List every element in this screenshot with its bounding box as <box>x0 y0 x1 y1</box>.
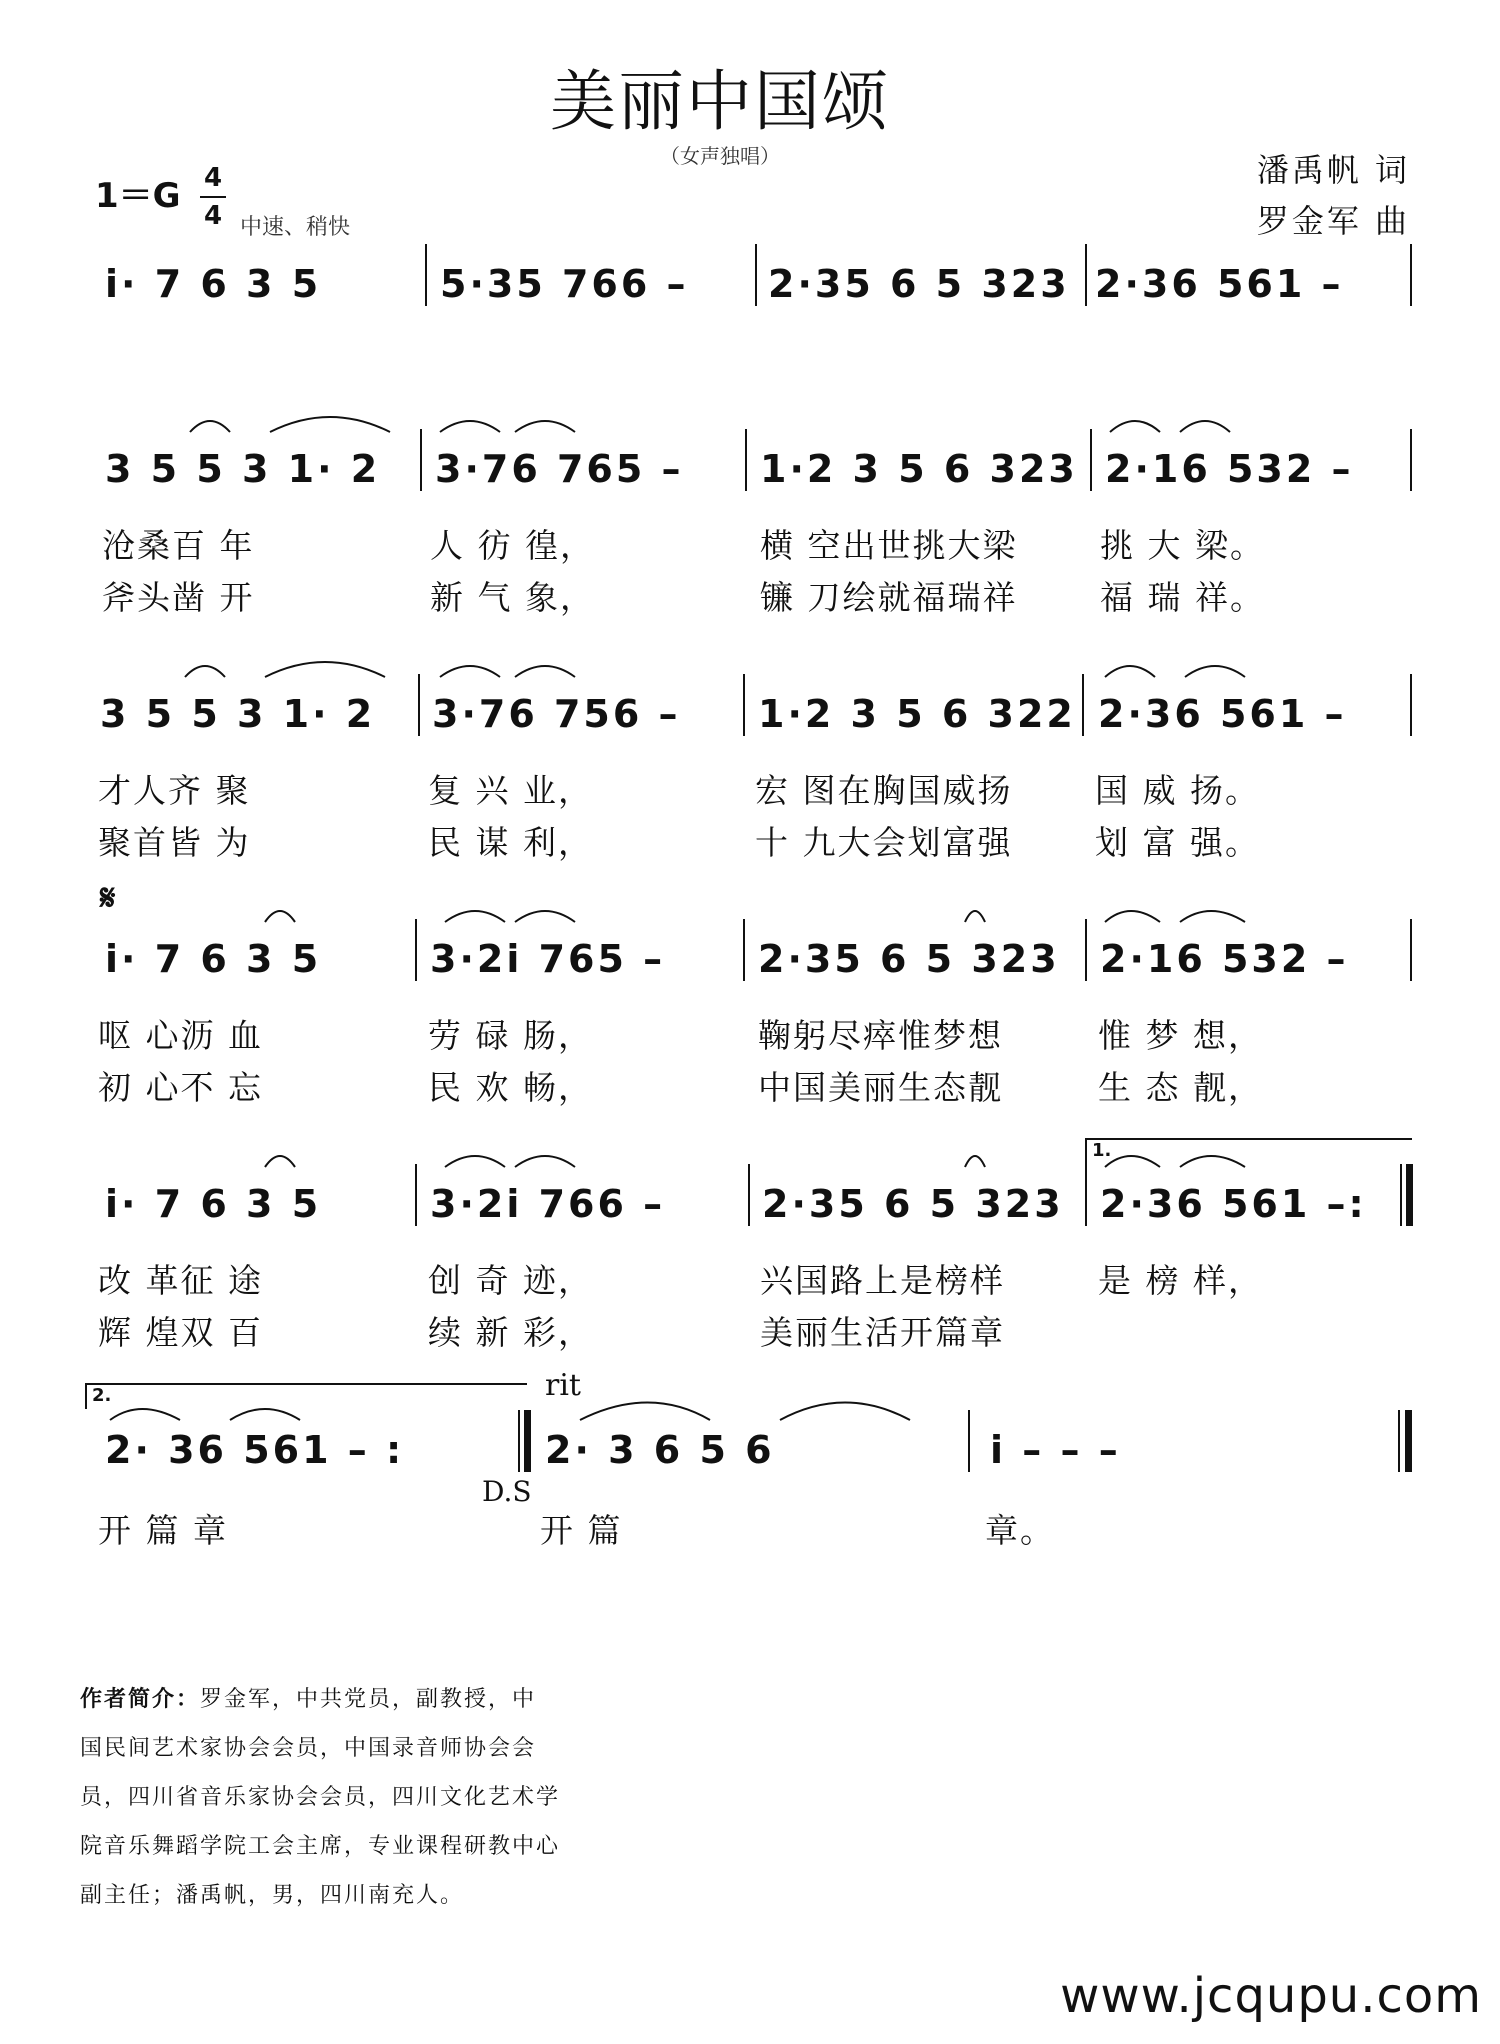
lyric-verse2: 福 瑞 祥。 <box>1100 578 1265 617</box>
barline <box>425 244 427 306</box>
repeat-barline-thick <box>1406 1164 1413 1226</box>
lyric-verse1: 国 威 扬。 <box>1095 771 1260 810</box>
composer-credit: 罗金军 曲 <box>1256 202 1410 240</box>
measure: 3·76 756 – <box>432 692 681 736</box>
slur-group <box>265 1145 1165 1175</box>
slur-group <box>100 1390 1000 1430</box>
lyric-verse1: 开 篇 <box>540 1511 623 1550</box>
lyricist-credit: 潘禹帆 词 <box>1256 151 1410 189</box>
repeat-barline-thick <box>524 1410 531 1472</box>
lyric-verse2: 十 九大会划富强 <box>755 823 1013 862</box>
lyric-verse1: 章。 <box>985 1511 1055 1550</box>
repeat-barline-thin <box>1400 1164 1402 1226</box>
ritardando-marking: rit <box>545 1368 581 1403</box>
barline <box>748 1164 750 1226</box>
tempo-marking: 中速、稍快 <box>240 215 351 240</box>
lyric-verse2: 民 谋 利， <box>428 823 593 862</box>
lyric-verse2: 聚首皆 为 <box>98 823 251 862</box>
song-title: 美丽中国颂 <box>550 63 890 140</box>
lyric-verse1: 兴国路上是榜样 <box>760 1261 1005 1300</box>
segno-sign: 𝄋 <box>100 878 116 919</box>
barline <box>420 429 422 491</box>
barline <box>743 674 745 736</box>
lyric-verse2: 续 新 彩， <box>428 1313 593 1352</box>
final-barline-thick <box>1405 1410 1412 1472</box>
barline <box>418 674 420 736</box>
measure: 2·16 532 – <box>1105 447 1354 491</box>
measure: 2· 3 6 5 6 <box>545 1428 775 1472</box>
repeat-barline-thin <box>518 1410 520 1472</box>
measure: 2·36 561 –: <box>1100 1182 1367 1226</box>
volta-1-label: 1. <box>1092 1140 1112 1161</box>
measure: 5·35 766 – <box>440 262 689 306</box>
barline <box>415 1164 417 1226</box>
barline <box>1082 674 1084 736</box>
song-subtitle: （女声独唱） <box>660 144 780 168</box>
slur-group <box>265 900 1165 930</box>
site-watermark: www.jcqupu.com <box>1060 1968 1482 2024</box>
author-bio <box>80 1675 560 1920</box>
measure: 1·2 3 5 6 322 <box>758 692 1076 736</box>
time-sig-bottom: 4 <box>204 201 223 231</box>
barline <box>1410 674 1412 736</box>
lyric-verse1: 呕 心沥 血 <box>98 1016 263 1055</box>
slur-group <box>1105 1145 1305 1175</box>
barline <box>1410 429 1412 491</box>
lyric-verse1: 横 空出世挑大梁 <box>760 526 1018 565</box>
time-signature <box>200 160 226 234</box>
measure: 2·16 532 – <box>1100 937 1349 981</box>
measure: 2·35 6 5 323 <box>768 262 1070 306</box>
barline <box>1090 429 1092 491</box>
measure: i· 7 6 3 5 <box>105 262 322 306</box>
slur-group <box>440 410 640 440</box>
barline <box>755 244 757 306</box>
lyric-verse2: 新 气 象， <box>430 578 595 617</box>
lyric-verse1: 宏 图在胸国威扬 <box>755 771 1013 810</box>
measure: 2·35 6 5 323 <box>758 937 1060 981</box>
lyric-verse2: 斧头凿 开 <box>102 578 255 617</box>
barline <box>745 429 747 491</box>
lyric-verse2: 生 态 靓， <box>1098 1068 1263 1107</box>
lyric-verse2: 划 富 强。 <box>1095 823 1260 862</box>
barline <box>1085 1164 1087 1226</box>
lyric-verse1: 挑 大 梁。 <box>1100 526 1265 565</box>
measure: 3·2i 766 – <box>430 1182 666 1226</box>
lyric-verse2: 中国美丽生态靓 <box>758 1068 1003 1107</box>
barline <box>1085 244 1087 306</box>
lyric-verse2: 民 欢 畅， <box>428 1068 593 1107</box>
author-bio-text: 罗金军，中共党员，副教授，中国民间艺术家协会会员，中国录音师协会会员，四川省音乐家协会会员，四川文化艺术学院音乐舞蹈学院工会主席，专业课程研教中心副主任；潘禹帆，男，四川南充人。 <box>80 1687 561 1908</box>
measure: i – – – <box>990 1428 1121 1472</box>
slur-group <box>440 655 640 685</box>
barline <box>1410 919 1412 981</box>
slur-group <box>1105 655 1305 685</box>
lyric-verse1: 人 彷 徨， <box>430 526 595 565</box>
measure: 1·2 3 5 6 323 <box>760 447 1078 491</box>
measure: 2·36 561 – <box>1098 692 1347 736</box>
time-sig-top: 4 <box>200 160 226 198</box>
measure: 3 5 5 3 1· 2 <box>105 447 381 491</box>
barline <box>968 1410 970 1472</box>
barline <box>1410 244 1412 306</box>
final-barline-thin <box>1398 1410 1400 1472</box>
lyric-verse1: 创 奇 迹， <box>428 1261 593 1300</box>
barline <box>1085 919 1087 981</box>
slur-group <box>1105 900 1305 930</box>
lyric-verse1: 是 榜 样， <box>1098 1261 1263 1300</box>
volta-2-label: 2. <box>92 1385 112 1406</box>
lyric-verse1: 才人齐 聚 <box>98 771 251 810</box>
lyric-verse1: 劳 碌 肠， <box>428 1016 593 1055</box>
author-bio-label: 作者简介： <box>80 1686 201 1712</box>
measure: 2·36 561 – <box>1095 262 1344 306</box>
lyric-verse1: 惟 梦 想， <box>1098 1016 1263 1055</box>
lyric-verse1: 改 革征 途 <box>98 1261 263 1300</box>
measure: i· 7 6 3 5 <box>105 937 322 981</box>
lyric-verse1: 鞠躬尽瘁惟梦想 <box>758 1016 1003 1055</box>
measure: 3·2i 765 – <box>430 937 666 981</box>
lyric-verse1: 开 篇 章 <box>98 1511 228 1550</box>
barline <box>415 919 417 981</box>
measure: 3 5 5 3 1· 2 <box>100 692 376 736</box>
lyric-verse2: 初 心不 忘 <box>98 1068 263 1107</box>
lyric-verse1: 沧桑百 年 <box>102 526 255 565</box>
measure: 2· 36 561 – : <box>105 1428 405 1472</box>
barline <box>743 919 745 981</box>
measure: 3·76 765 – <box>435 447 684 491</box>
lyric-verse2: 镰 刀绘就福瑞祥 <box>760 578 1018 617</box>
slur-group <box>1110 410 1310 440</box>
dal-segno-marking: D.S <box>482 1475 532 1508</box>
lyric-verse2: 辉 煌双 百 <box>98 1313 263 1352</box>
lyric-verse2: 美丽生活开篇章 <box>760 1313 1005 1352</box>
key-signature: 1＝G <box>95 176 181 216</box>
measure: i· 7 6 3 5 <box>105 1182 322 1226</box>
measure: 2·35 6 5 323 <box>762 1182 1064 1226</box>
lyric-verse1: 复 兴 业， <box>428 771 593 810</box>
